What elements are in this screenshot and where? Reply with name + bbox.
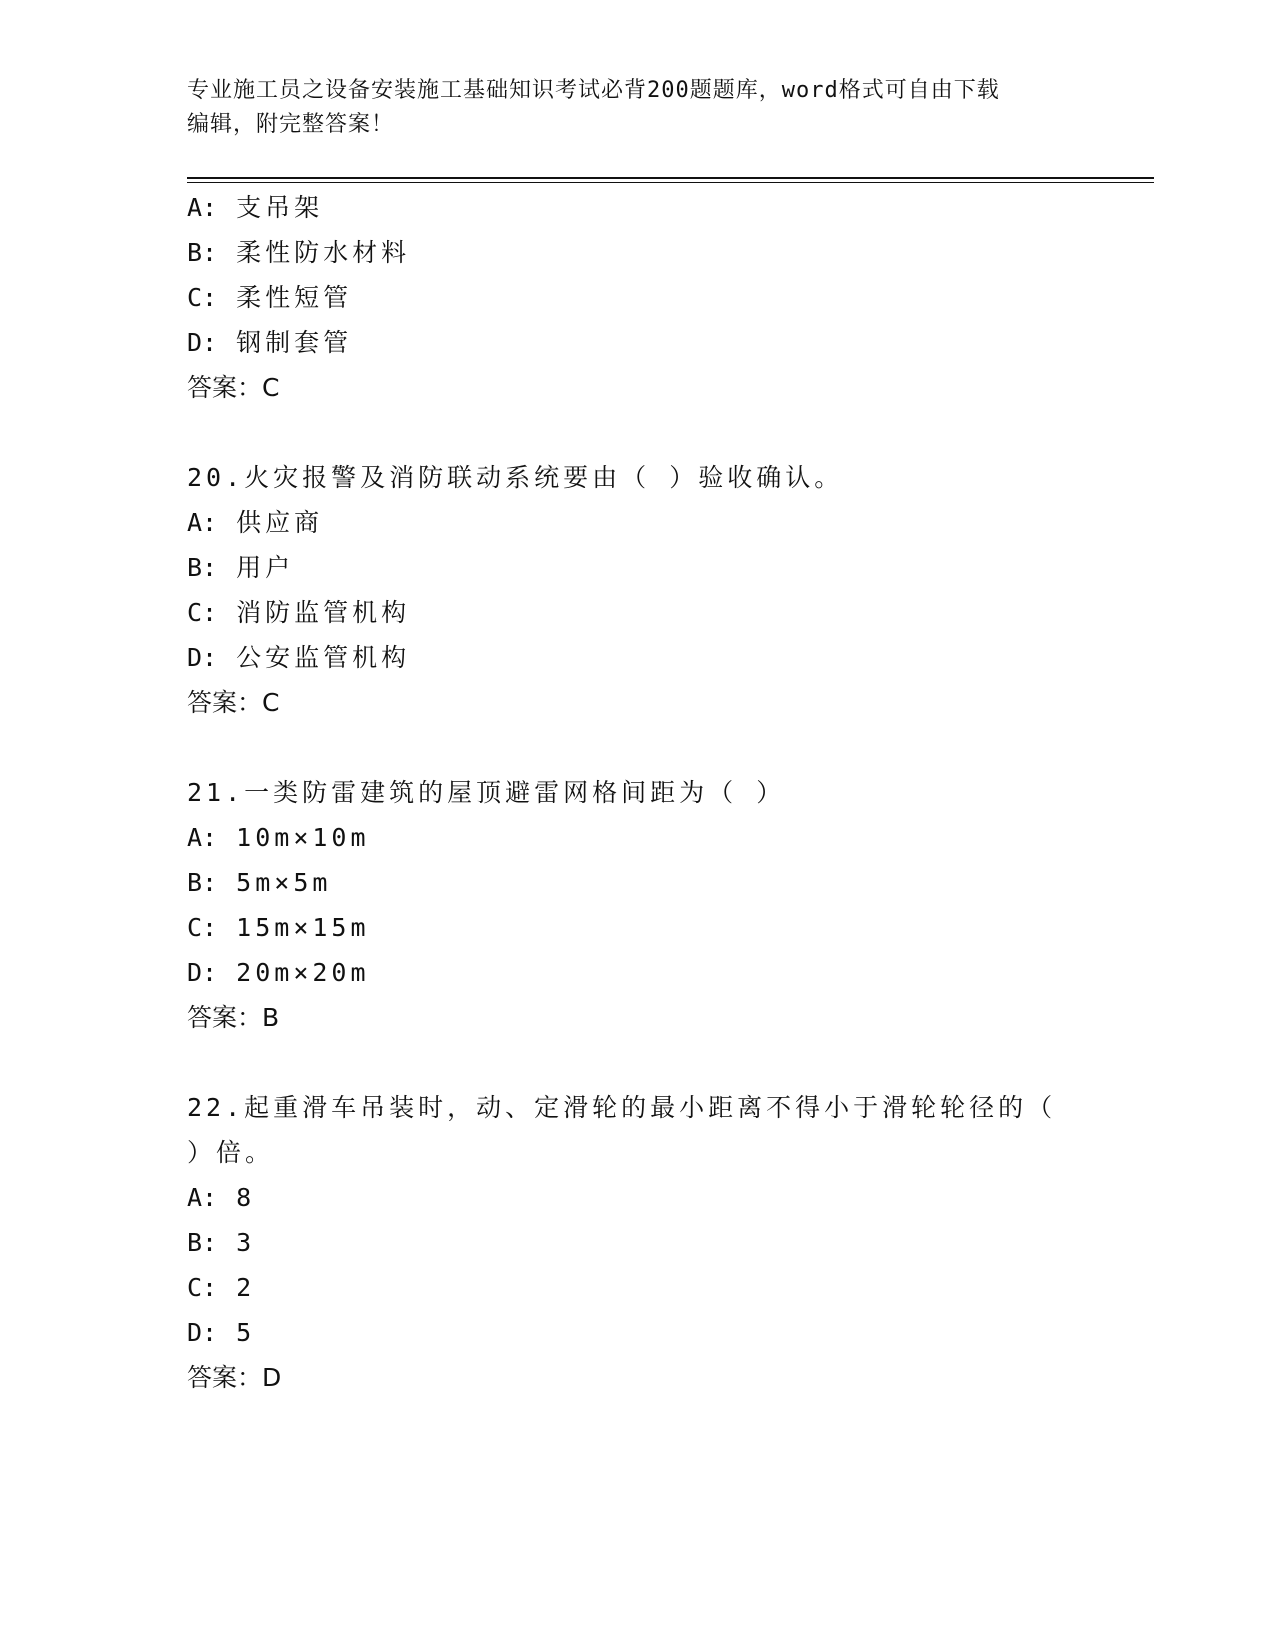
header-divider-thin <box>187 182 1154 183</box>
intro-line-2: 编辑，附完整答案！ <box>187 112 395 137</box>
option-text: 柔性防水材料 <box>236 238 411 267</box>
option-label: C: <box>187 913 218 942</box>
option-text: 用户 <box>236 553 295 582</box>
option-a <box>187 1181 255 1215</box>
option-text: 2 <box>236 1273 256 1302</box>
option-label: D: <box>187 328 218 357</box>
option-label: A: <box>187 823 218 852</box>
option-d <box>187 1316 255 1350</box>
option-text: 8 <box>236 1183 256 1212</box>
option-text: 柔性短管 <box>236 283 353 312</box>
option-label: C: <box>187 598 218 627</box>
document-header <box>187 74 1067 142</box>
option-c <box>187 1271 255 1305</box>
answer-line: 答案：B <box>187 1003 280 1032</box>
option-label: D: <box>187 643 218 672</box>
option-text: 5 <box>236 1318 256 1347</box>
header-divider-thick <box>187 177 1154 179</box>
option-b <box>187 866 331 900</box>
option-b <box>187 551 294 585</box>
option-label: D: <box>187 958 218 987</box>
option-text: 3 <box>236 1228 256 1257</box>
option-text: 20m×20m <box>236 958 370 987</box>
option-text: 钢制套管 <box>236 328 353 357</box>
option-b <box>187 1226 255 1260</box>
option-b <box>187 236 410 270</box>
option-a <box>187 191 323 225</box>
option-text: 15m×15m <box>236 913 370 942</box>
option-label: B: <box>187 238 218 267</box>
question-stem-line-2: ）倍。 <box>187 1138 275 1167</box>
option-text: 支吊架 <box>236 193 324 222</box>
option-text: 公安监管机构 <box>236 643 411 672</box>
option-label: B: <box>187 868 218 897</box>
option-text: 消防监管机构 <box>236 598 411 627</box>
option-label: C: <box>187 1273 218 1302</box>
question-stem: 20.火灾报警及消防联动系统要由（ ）验收确认。 <box>187 463 844 492</box>
option-label: A: <box>187 1183 218 1212</box>
answer-line: 答案：D <box>187 1363 282 1392</box>
question-stem-line-1: 22.起重滑车吊装时，动、定滑轮的最小距离不得小于滑轮轮径的（ <box>187 1093 1057 1122</box>
question-stem: 21.一类防雷建筑的屋顶避雷网格间距为（ ） <box>187 778 786 807</box>
option-label: D: <box>187 1318 218 1347</box>
option-text: 5m×5m <box>236 868 332 897</box>
option-label: C: <box>187 283 218 312</box>
option-label: B: <box>187 553 218 582</box>
option-text: 10m×10m <box>236 823 370 852</box>
option-a <box>187 506 323 540</box>
option-d <box>187 641 410 675</box>
option-d <box>187 956 370 990</box>
option-text: 供应商 <box>236 508 324 537</box>
option-c <box>187 281 352 315</box>
option-label: A: <box>187 508 218 537</box>
option-c <box>187 596 410 630</box>
option-label: B: <box>187 1228 218 1257</box>
answer-line: 答案：C <box>187 688 280 717</box>
option-label: A: <box>187 193 218 222</box>
option-d <box>187 326 352 360</box>
intro-line-1: 专业施工员之设备安装施工基础知识考试必背200题题库，word格式可自由下载 <box>187 78 1000 103</box>
option-c <box>187 911 370 945</box>
answer-line: 答案：C <box>187 373 280 402</box>
option-a <box>187 821 370 855</box>
